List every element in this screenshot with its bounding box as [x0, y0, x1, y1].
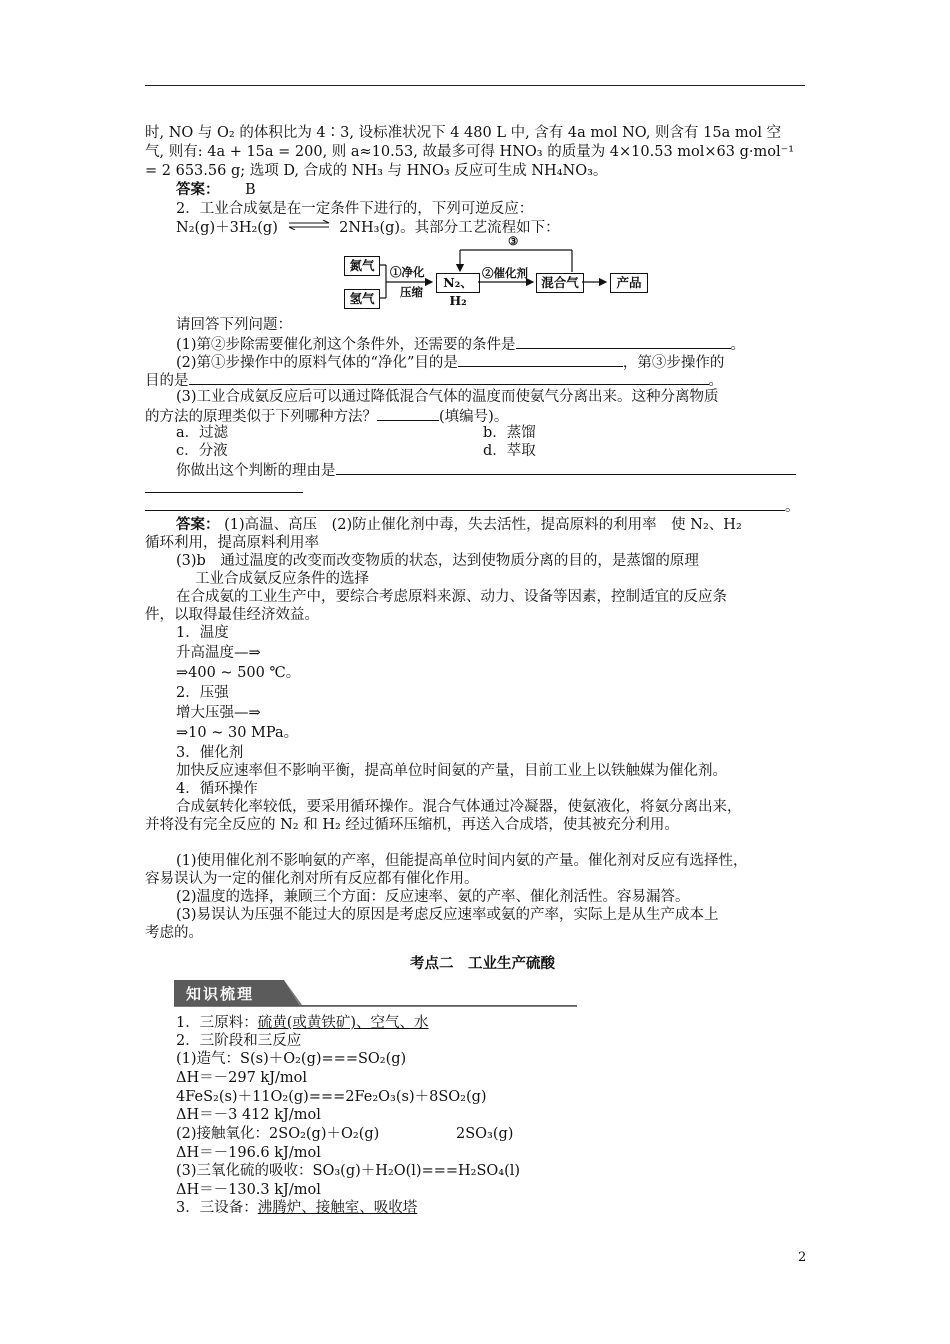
step2-label: ②催化剂 [482, 266, 528, 280]
q2-part2-cont: 目的是 。 [145, 370, 723, 390]
item-catalyst: 3．催化剂 [176, 745, 244, 761]
note-1b: 容易误认为一定的催化剂对所有反应都有催化作用。 [145, 871, 479, 887]
item-pressure-b: ⇒10 ~ 30 MPa。 [176, 725, 299, 741]
solution-line-3: = 2 653.56 g; 选项 D, 合成的 NH₃ 与 HNO₃ 反应可生成 NH₄NO₃。 [145, 163, 608, 179]
step3-label: ③ [508, 234, 519, 248]
k2-3: (3)三氧化硫的吸收：SO₃(g)＋H₂O(l)===H₂SO₄(l) [176, 1163, 521, 1179]
product-box: 产品 [610, 273, 648, 293]
k2-line: 2．三阶段和三反应 [176, 1033, 302, 1049]
solution-line-2: 气, 则有: 4a + 15a = 200, 则 a≈10.53, 故最多可得 HNO₃ 的质量为 4×10.53 mol×63 g·mol⁻¹ [145, 144, 795, 160]
k3-line: 3．三设备：沸腾炉、接触室、吸收塔 [176, 1200, 418, 1216]
k2-1: (1)造气：S(s)＋O₂(g)===SO₂(g) [176, 1051, 407, 1067]
k1-line: 1．三原料：硫黄(或黄铁矿)、空气、水 [176, 1015, 429, 1031]
reason-line-3: 。 [145, 496, 800, 516]
answer-1-label: 答案： [176, 181, 220, 198]
answer-blank-5[interactable] [336, 460, 796, 475]
section-para-1: 在合成氨的工业生产中，要综合考虑原料来源、动力、设备等因素，控制适宜的反应条 [176, 589, 727, 605]
reason-line: 你做出这个判断的理由是 [176, 460, 796, 480]
k2-3-dh: ΔH＝－130.3 kJ/mol [176, 1182, 321, 1198]
reason-line-2 [145, 478, 303, 498]
equation-right: 2NH₃(g)。其部分工艺流程如下： [339, 220, 560, 236]
key-point-2-title: 考点二 工业生产硫酸 [410, 955, 555, 972]
item-temperature-b: ⇒400 ~ 500 ℃。 [176, 665, 301, 681]
answer-blank-3[interactable] [189, 370, 709, 385]
answer-blank-4[interactable] [377, 406, 439, 421]
item-catalyst-a: 加快反应速率但不影响平衡，提高单位时间氨的产量，目前工业上以铁触媒为催化剂。 [176, 763, 727, 779]
q2-part3-line1: (3)工业合成氨反应后可以通过降低混合气体的温度而使氨气分离出来。这种分离物质 [176, 389, 719, 405]
k2-1b-dh: ΔH＝－3 412 kJ/mol [176, 1107, 321, 1123]
step1-label: ①净化 [390, 265, 425, 279]
item-cycle-a: 合成氨转化率较低，要采用循环操作。混合气体通过冷凝器，使氨液化，将氨分离出来， [176, 799, 742, 815]
answer-blank-2[interactable] [458, 352, 623, 367]
knowledge-badge [172, 978, 577, 1008]
item-cycle-b: 并将没有完全反应的 N₂ 和 H₂ 经过循环压缩机，再送入合成塔，使其被充分利用。 [145, 817, 679, 833]
note-1a: (1)使用催化剂不影响氨的产率，但能提高单位时间内氨的产量。催化剂对反应有选择性， [176, 853, 748, 869]
answer-2-line3: (3)b 通过温度的改变而改变物质的状态，达到使物质分离的目的，是蒸馏的原理 [176, 553, 699, 569]
item-cycle: 4．循环操作 [176, 781, 258, 797]
q2-part3-line2: 的方法的原理类似于下列哪种方法？ (填编号)。 [145, 406, 508, 426]
answer-blank-1[interactable] [516, 334, 731, 349]
question-2: 2．工业合成氨是在一定条件下进行的，下列可逆反应： [176, 201, 534, 217]
k2-1b: 4FeS₂(s)＋11O₂(g)===2Fe₂O₃(s)＋8SO₂(g) [176, 1089, 487, 1105]
mixed-gas-box: 混合气 [536, 273, 584, 293]
item-temperature-a: 升高温度—⇒ [176, 645, 261, 661]
k2-2-dh: ΔH＝－196.6 kJ/mol [176, 1145, 321, 1161]
option-a: a．过滤 [176, 425, 229, 441]
process-flow-diagram [340, 232, 650, 312]
page-number: 2 [798, 1250, 807, 1265]
note-3b: 考虑的。 [145, 925, 203, 941]
header-rule [145, 85, 805, 86]
option-b: b．蒸馏 [483, 425, 536, 441]
answer-2-line1: 答案： (1)高温、高压 (2)防止催化剂中毒，失去活性，提高原料的利用率 使 N₂、H₂ [176, 516, 742, 533]
answer-2-label: 答案： [176, 516, 220, 533]
section-para-2: 件，以取得最佳经济效益。 [145, 607, 319, 623]
answer-blank-6[interactable] [145, 478, 303, 493]
section-title: 工业合成氨反应条件的选择 [195, 571, 369, 587]
option-d: d．萃取 [483, 443, 536, 459]
answer-blank-7[interactable] [145, 496, 785, 511]
knowledge-badge-label: 知识梳理 [186, 985, 255, 1003]
answer-1-value: B [245, 182, 256, 198]
q2-part1: (1)第②步除需要催化剂这个条件外，还需要的条件是 。 [176, 334, 745, 354]
note-2: (2)温度的选择，兼顾三个方面：反应速率、氨的产率、催化剂活性。容易漏答。 [176, 889, 690, 905]
k2-1-dh: ΔH＝－297 kJ/mol [176, 1070, 308, 1086]
nitrogen-box: 氮气 [344, 256, 380, 276]
option-c: c．分液 [176, 443, 228, 459]
k2-2: (2)接触氧化：2SO₂(g)＋O₂(g) [176, 1126, 380, 1142]
q2-part2: (2)第①步操作中的原料气体的“净化”目的是 ，第③步操作的 [176, 352, 724, 372]
k2-2-right: 2SO₃(g) [456, 1126, 514, 1142]
note-3a: (3)易误认为压强不能过大的原因是考虑反应速率或氨的产率，实际上是从生产成本上 [176, 907, 719, 923]
answer-2-line2: 循环利用，提高原料利用率 [145, 535, 319, 551]
item-pressure: 2．压强 [176, 685, 229, 701]
solution-line-1: 时, NO 与 O₂ 的体积比为 4∶3, 设标准状况下 4 480 L 中, 含有 4a mol NO, 则含有 15a mol 空 [145, 125, 782, 141]
reversible-arrow-icon [287, 217, 331, 235]
n2-h2-box: N₂、H₂ [436, 273, 480, 293]
item-temperature: 1．温度 [176, 625, 229, 641]
item-pressure-a: 增大压强—⇒ [176, 705, 261, 721]
step1-sub-label: 压缩 [400, 285, 423, 299]
hydrogen-box: 氢气 [344, 289, 380, 309]
ask-line: 请回答下列问题： [176, 317, 292, 333]
equation-left: N₂(g)＋3H₂(g) [176, 220, 278, 236]
